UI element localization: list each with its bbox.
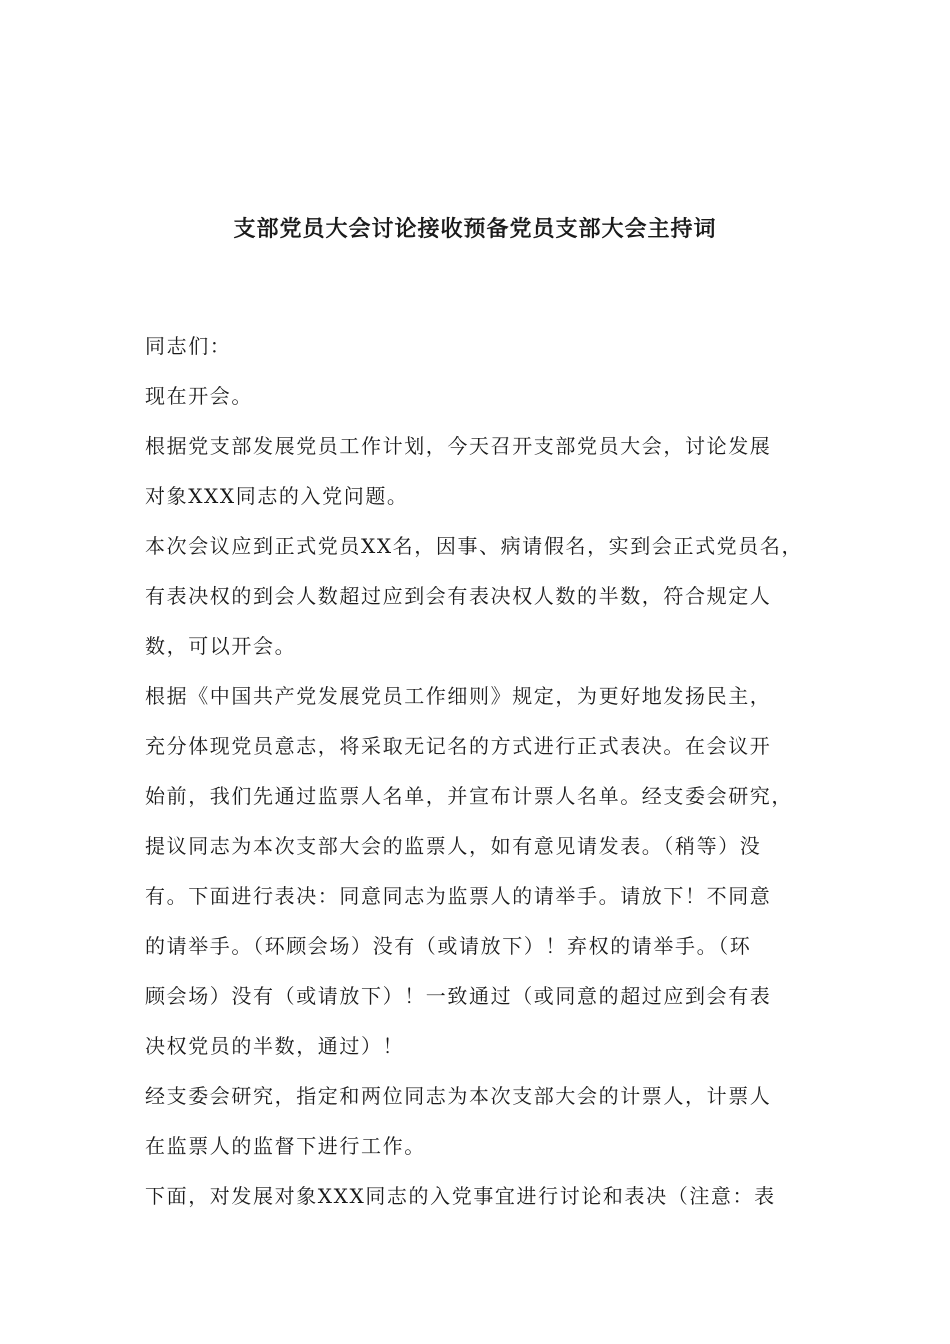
document-title: 支部党员大会讨论接收预备党员支部大会主持词 [233, 217, 717, 242]
body-line: 同志们： [145, 334, 232, 358]
body-line: 有表决权的到会人数超过应到会有表决权人数的半数，符合规定人 [145, 584, 772, 608]
body-line: 在监票人的监督下进行工作。 [145, 1134, 426, 1158]
document-body [145, 326, 810, 1226]
body-line: 顾会场）没有（或请放下）！一致通过（或同意的超过应到会有表 [145, 984, 772, 1008]
body-line: 下面，对发展对象XXX同志的入党事宜进行讨论和表决（注意：表 [145, 1184, 776, 1208]
body-line: 对象XXX同志的入党问题。 [145, 484, 409, 508]
body-line: 数，可以开会。 [145, 634, 297, 658]
body-line: 的请举手。（环顾会场）没有（或请放下）！弃权的请举手。（环 [145, 934, 752, 958]
body-line: 有。下面进行表决：同意同志为监票人的请举手。请放下！不同意 [145, 884, 772, 908]
body-line: 决权党员的半数，通过）！ [145, 1034, 405, 1058]
body-line: 始前，我们先通过监票人名单，并宣布计票人名单。经支委会研究， [145, 784, 793, 808]
body-line: 根据《中国共产党发展党员工作细则》规定，为更好地发扬民主， [145, 684, 772, 708]
body-line: 现在开会。 [145, 384, 253, 408]
body-line: 充分体现党员意志，将采取无记名的方式进行正式表决。在会议开 [145, 734, 772, 758]
body-line: 经支委会研究，指定和两位同志为本次支部大会的计票人，计票人 [145, 1084, 772, 1108]
body-line: 本次会议应到正式党员XX名，因事、病请假名，实到会正式党员名， [145, 534, 804, 558]
body-line: 根据党支部发展党员工作计划，今天召开支部党员大会，讨论发展 [145, 434, 772, 458]
body-line: 提议同志为本次支部大会的监票人，如有意见请发表。（稍等）没 [145, 834, 762, 858]
